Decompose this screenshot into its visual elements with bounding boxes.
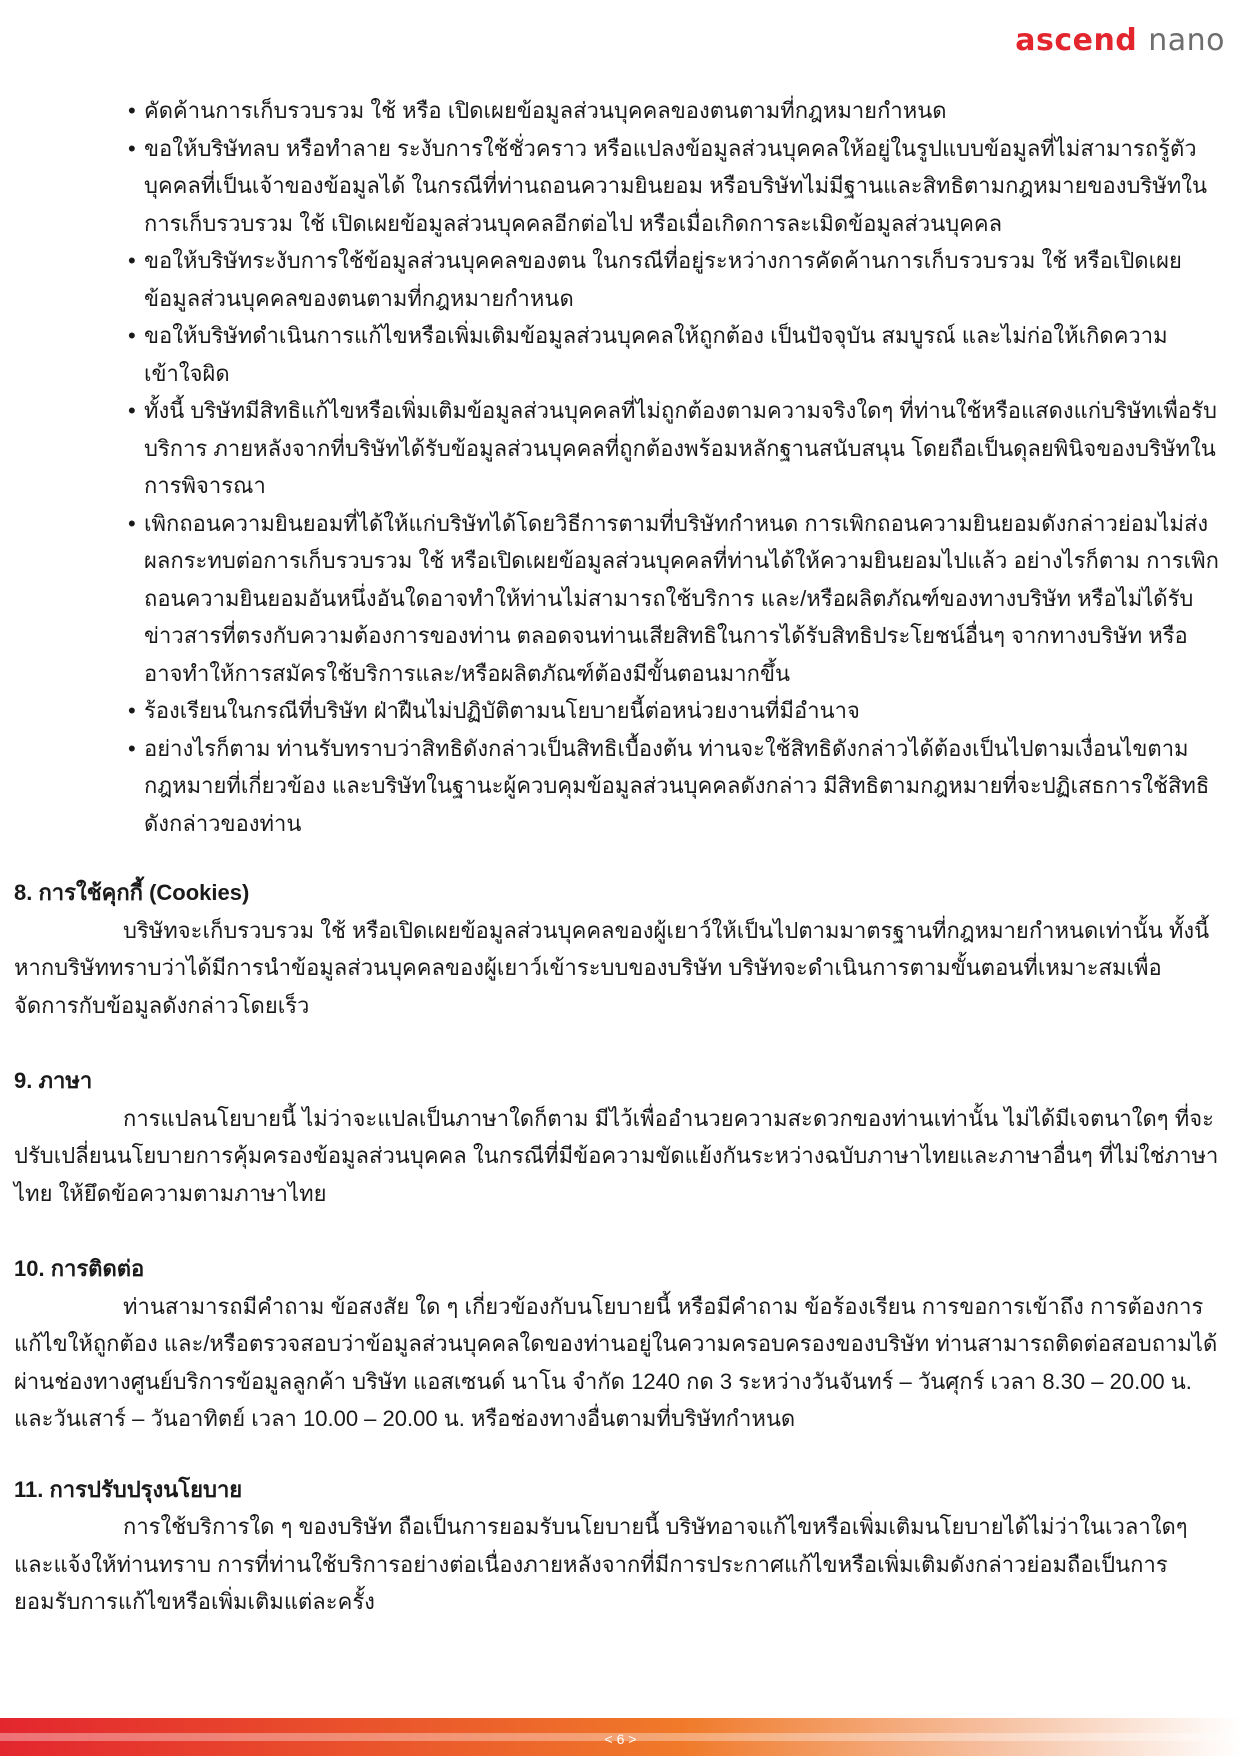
section-paragraph: การใช้บริการใด ๆ ของบริษัท ถือเป็นการยอมรับนโยบายนี้ บริษัทอาจแก้ไขหรือเพิ่มเติมนโยบายได้ไม่ว่าในเวลาใดๆ และแจ้งให้ท่านทราบ การที่ท่านใช้บริการอย่างต่อเนื่องภายหลังจากที่มีการประกาศแก้ไขหรือเพิ่มเติมดังกล่าวย่อมถือเป็นการยอมรับการแก้ไขหรือเพิ่มเติมแต่ละครั้ง xyxy=(14,1514,1188,1614)
section-heading: 9. ภาษา xyxy=(14,1068,93,1093)
logo-ascend-text: ascend xyxy=(1015,23,1138,58)
list-item: • เพิกถอนความยินยอมที่ได้ให้แก่บริษัทได้โดยวิธีการตามที่บริษัทกำหนด การเพิกถอนความยินยอมดังกล่าวย่อมไม่ส่งผลกระทบต่อการเก็บรวบรวม ใช้ หรือเปิดเผยข้อมูลส่วนบุคคลที่ท่านได้ให้ความยินยอมไปแล้ว อย่างไรก็ตาม การเพิกถอนความยินยอมอันหนึ่งอันใดอาจทำให้ท่านไม่สามารถใช้บริการ และ/หรือผลิตภัณฑ์ของทางบริษัท หรือไม่ได้รับข่าวสารที่ตรงกับความต้องการของท่าน ตลอดจนท่านเสียสิทธิในการได้รับสิทธิประโยชน์อื่นๆ จากทางบริษัท หรืออาจทำให้การสมัครใช้บริการและ/หรือผลิตภัณฑ์ต้องมีขั้นตอนมากขึ้น xyxy=(128,505,1226,693)
section-policy-update xyxy=(14,1471,1226,1621)
list-item: • ทั้งนี้ บริษัทมีสิทธิแก้ไขหรือเพิ่มเติมข้อมูลส่วนบุคคลที่ไม่ถูกต้องตามความจริงใดๆ ที่ท่านใช้หรือแสดงแก่บริษัทเพื่อรับบริการ ภายหลังจากที่บริษัทได้รับข้อมูลส่วนบุคคลที่ถูกต้องพร้อมหลักฐานสนับสนุน โดยถือเป็นดุลยพินิจของบริษัทในการพิจารณา xyxy=(128,392,1226,505)
document-body xyxy=(14,92,1226,1621)
list-item: • อย่างไรก็ตาม ท่านรับทราบว่าสิทธิดังกล่าวเป็นสิทธิเบื้องต้น ท่านจะใช้สิทธิดังกล่าวได้ต้องเป็นไปตามเงื่อนไขตามกฎหมายที่เกี่ยวข้อง และบริษัทในฐานะผู้ควบคุมข้อมูลส่วนบุคคลดังกล่าว มีสิทธิตามกฎหมายที่จะปฏิเสธการใช้สิทธิดังกล่าวของท่าน xyxy=(128,730,1226,843)
page-number: < 6 > xyxy=(604,1731,637,1747)
list-item: • คัดค้านการเก็บรวบรวม ใช้ หรือ เปิดเผยข้อมูลส่วนบุคคลของตนตามที่กฎหมายกำหนด xyxy=(128,92,1226,130)
section-contact xyxy=(14,1250,1226,1438)
logo-nano-text: nano xyxy=(1148,23,1225,58)
section-paragraph: ท่านสามารถมีคำถาม ข้อสงสัย ใด ๆ เกี่ยวข้องกับนโยบายนี้ หรือมีคำถาม ข้อร้องเรียน การขอการเข้าถึง การต้องการแก้ไขให้ถูกต้อง และ/หรือตรวจสอบว่าข้อมูลส่วนบุคคลใดของท่านอยู่ในความครอบครองของบริษัท ท่านสามารถติดต่อสอบถามได้ผ่านช่องทางศูนย์บริการข้อมูลลูกค้า บริษัท แอสเซนด์ นาโน จำกัด 1240 กด 3 ระหว่างวันจันทร์ – วันศุกร์ เวลา 8.30 – 20.00 น. และวันเสาร์ – วันอาทิตย์ เวลา 10.00 – 20.00 น. หรือช่องทางอื่นตามที่บริษัทกำหนด xyxy=(14,1293,1218,1431)
list-item: • ขอให้บริษัทลบ หรือทำลาย ระงับการใช้ชั่วคราว หรือแปลงข้อมูลส่วนบุคคลให้อยู่ในรูปแบบข้อมูลที่ไม่สามารถรู้ตัวบุคคลที่เป็นเจ้าของข้อมูลได้ ในกรณีที่ท่านถอนความยินยอม หรือบริษัทไม่มีฐานและสิทธิตามกฎหมายของบริษัทในการเก็บรวบรวม ใช้ เปิดเผยข้อมูลส่วนบุคคลอีกต่อไป หรือเมื่อเกิดการละเมิดข้อมูลส่วนบุคคล xyxy=(128,130,1226,243)
section-language xyxy=(14,1062,1226,1212)
section-paragraph: การแปลนโยบายนี้ ไม่ว่าจะแปลเป็นภาษาใดก็ตาม มีไว้เพื่ออำนวยความสะดวกของท่านเท่านั้น ไม่ได้มีเจตนาใดๆ ที่จะปรับเปลี่ยนนโยบายการคุ้มครองข้อมูลส่วนบุคคล ในกรณีที่มีข้อความขัดแย้งกันระหว่างฉบับภาษาไทยและภาษาอื่นๆ ที่ไม่ใช่ภาษาไทย ให้ยึดข้อความตามภาษาไทย xyxy=(14,1105,1219,1206)
list-item: • ขอให้บริษัทระงับการใช้ข้อมูลส่วนบุคคลของตน ในกรณีที่อยู่ระหว่างการคัดค้านการเก็บรวบรวม ใช้ หรือเปิดเผยข้อมูลส่วนบุคคลของตนตามที่กฎหมายกำหนด xyxy=(128,242,1226,317)
section-paragraph: บริษัทจะเก็บรวบรวม ใช้ หรือเปิดเผยข้อมูลส่วนบุคคลของผู้เยาว์ให้เป็นไปตามมาตรฐานที่กฎหมายกำหนดเท่านั้น ทั้งนี้ หากบริษัททราบว่าได้มีการนำข้อมูลส่วนบุคคลของผู้เยาว์เข้าระบบของบริษัท บริษัทจะดำเนินการตามขั้นตอนที่เหมาะสมเพื่อจัดการกับข้อมูลดังกล่าวโดยเร็ว xyxy=(14,917,1210,1018)
rights-bullet-list xyxy=(14,92,1226,842)
list-item: • ร้องเรียนในกรณีที่บริษัท ฝ่าฝืนไม่ปฏิบัติตามนโยบายนี้ต่อหน่วยงานที่มีอำนาจ xyxy=(128,692,1226,730)
section-cookies xyxy=(14,874,1226,1024)
section-heading: 11. การปรับปรุงนโยบาย xyxy=(14,1476,243,1502)
list-item: • ขอให้บริษัทดำเนินการแก้ไขหรือเพิ่มเติมข้อมูลส่วนบุคคลให้ถูกต้อง เป็นปัจจุบัน สมบูรณ์ และไม่ก่อให้เกิดความเข้าใจผิด xyxy=(128,317,1226,392)
ascend-nano-logo xyxy=(1015,23,1225,58)
section-heading: 10. การติดต่อ xyxy=(14,1256,145,1281)
section-heading: 8. การใช้คุกกี้ (Cookies) xyxy=(14,880,250,905)
